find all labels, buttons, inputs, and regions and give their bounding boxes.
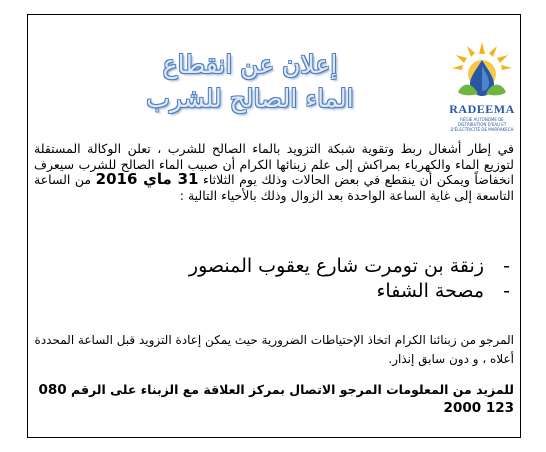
- outage-date: 31 ماي 2016: [95, 170, 199, 188]
- announcement-paragraph: [34, 141, 514, 203]
- headline-line-1: إعلان عن انقطاع: [162, 50, 338, 79]
- logo-subtitle: RÉGIE AUTONOME DE DISTRIBUTION D'EAU ET D'ÉLECTRICITÉ DE MARRAKECH: [450, 117, 514, 132]
- precaution-note: المرجو من زبنائنا الكرام اتخاذ الإحتياطات الضرورية حيث يمكن إعادة التزويد قبل الساعة المحددة أعلاه ، و دون سابق إنذار.: [34, 333, 514, 366]
- logo-name: RADEEMA: [449, 102, 515, 116]
- contact-text: للمزيد من المعلومات المرجو الاتصال بمركز العلاقة مع الزبناء على الرقم: [71, 382, 514, 397]
- bullet-dash: -: [503, 255, 510, 277]
- radeema-logo: [442, 40, 522, 132]
- contact-phone-number: 080 2000 123: [38, 382, 514, 416]
- headline-line-2: الماء الصالح للشرب: [146, 84, 354, 113]
- list-item: [120, 279, 514, 304]
- list-item: [120, 254, 514, 279]
- headline: [100, 48, 400, 116]
- neighborhood-name: مصحة الشفاء: [376, 280, 484, 302]
- paragraph-text-1: في إطار أشغال ربط وتقوية شبكة التزويد بالماء الصالح للشرب ، تعلن الوكالة المستقلة لتوزيع الماء والكهرباء بمراكش إلى علم زبنائها الكرام أن صبيب الماء الصالح للشرب سيعرف انخفاضاً ويمكن أن ينقطع في بعض الحالات وذلك يوم الثلاثاء: [34, 141, 514, 187]
- contact-line: [34, 381, 514, 417]
- paragraph-text-2: من الساعة التاسعة إلى غاية الساعة الواحدة بعد الزوال وذلك بالأحياء التالية :: [34, 172, 514, 203]
- neighborhood-list: [120, 254, 514, 304]
- radeema-emblem-icon: [442, 40, 522, 100]
- bullet-dash: -: [503, 280, 510, 302]
- neighborhood-name: زنقة بن تومرت شارع يعقوب المنصور: [188, 255, 484, 277]
